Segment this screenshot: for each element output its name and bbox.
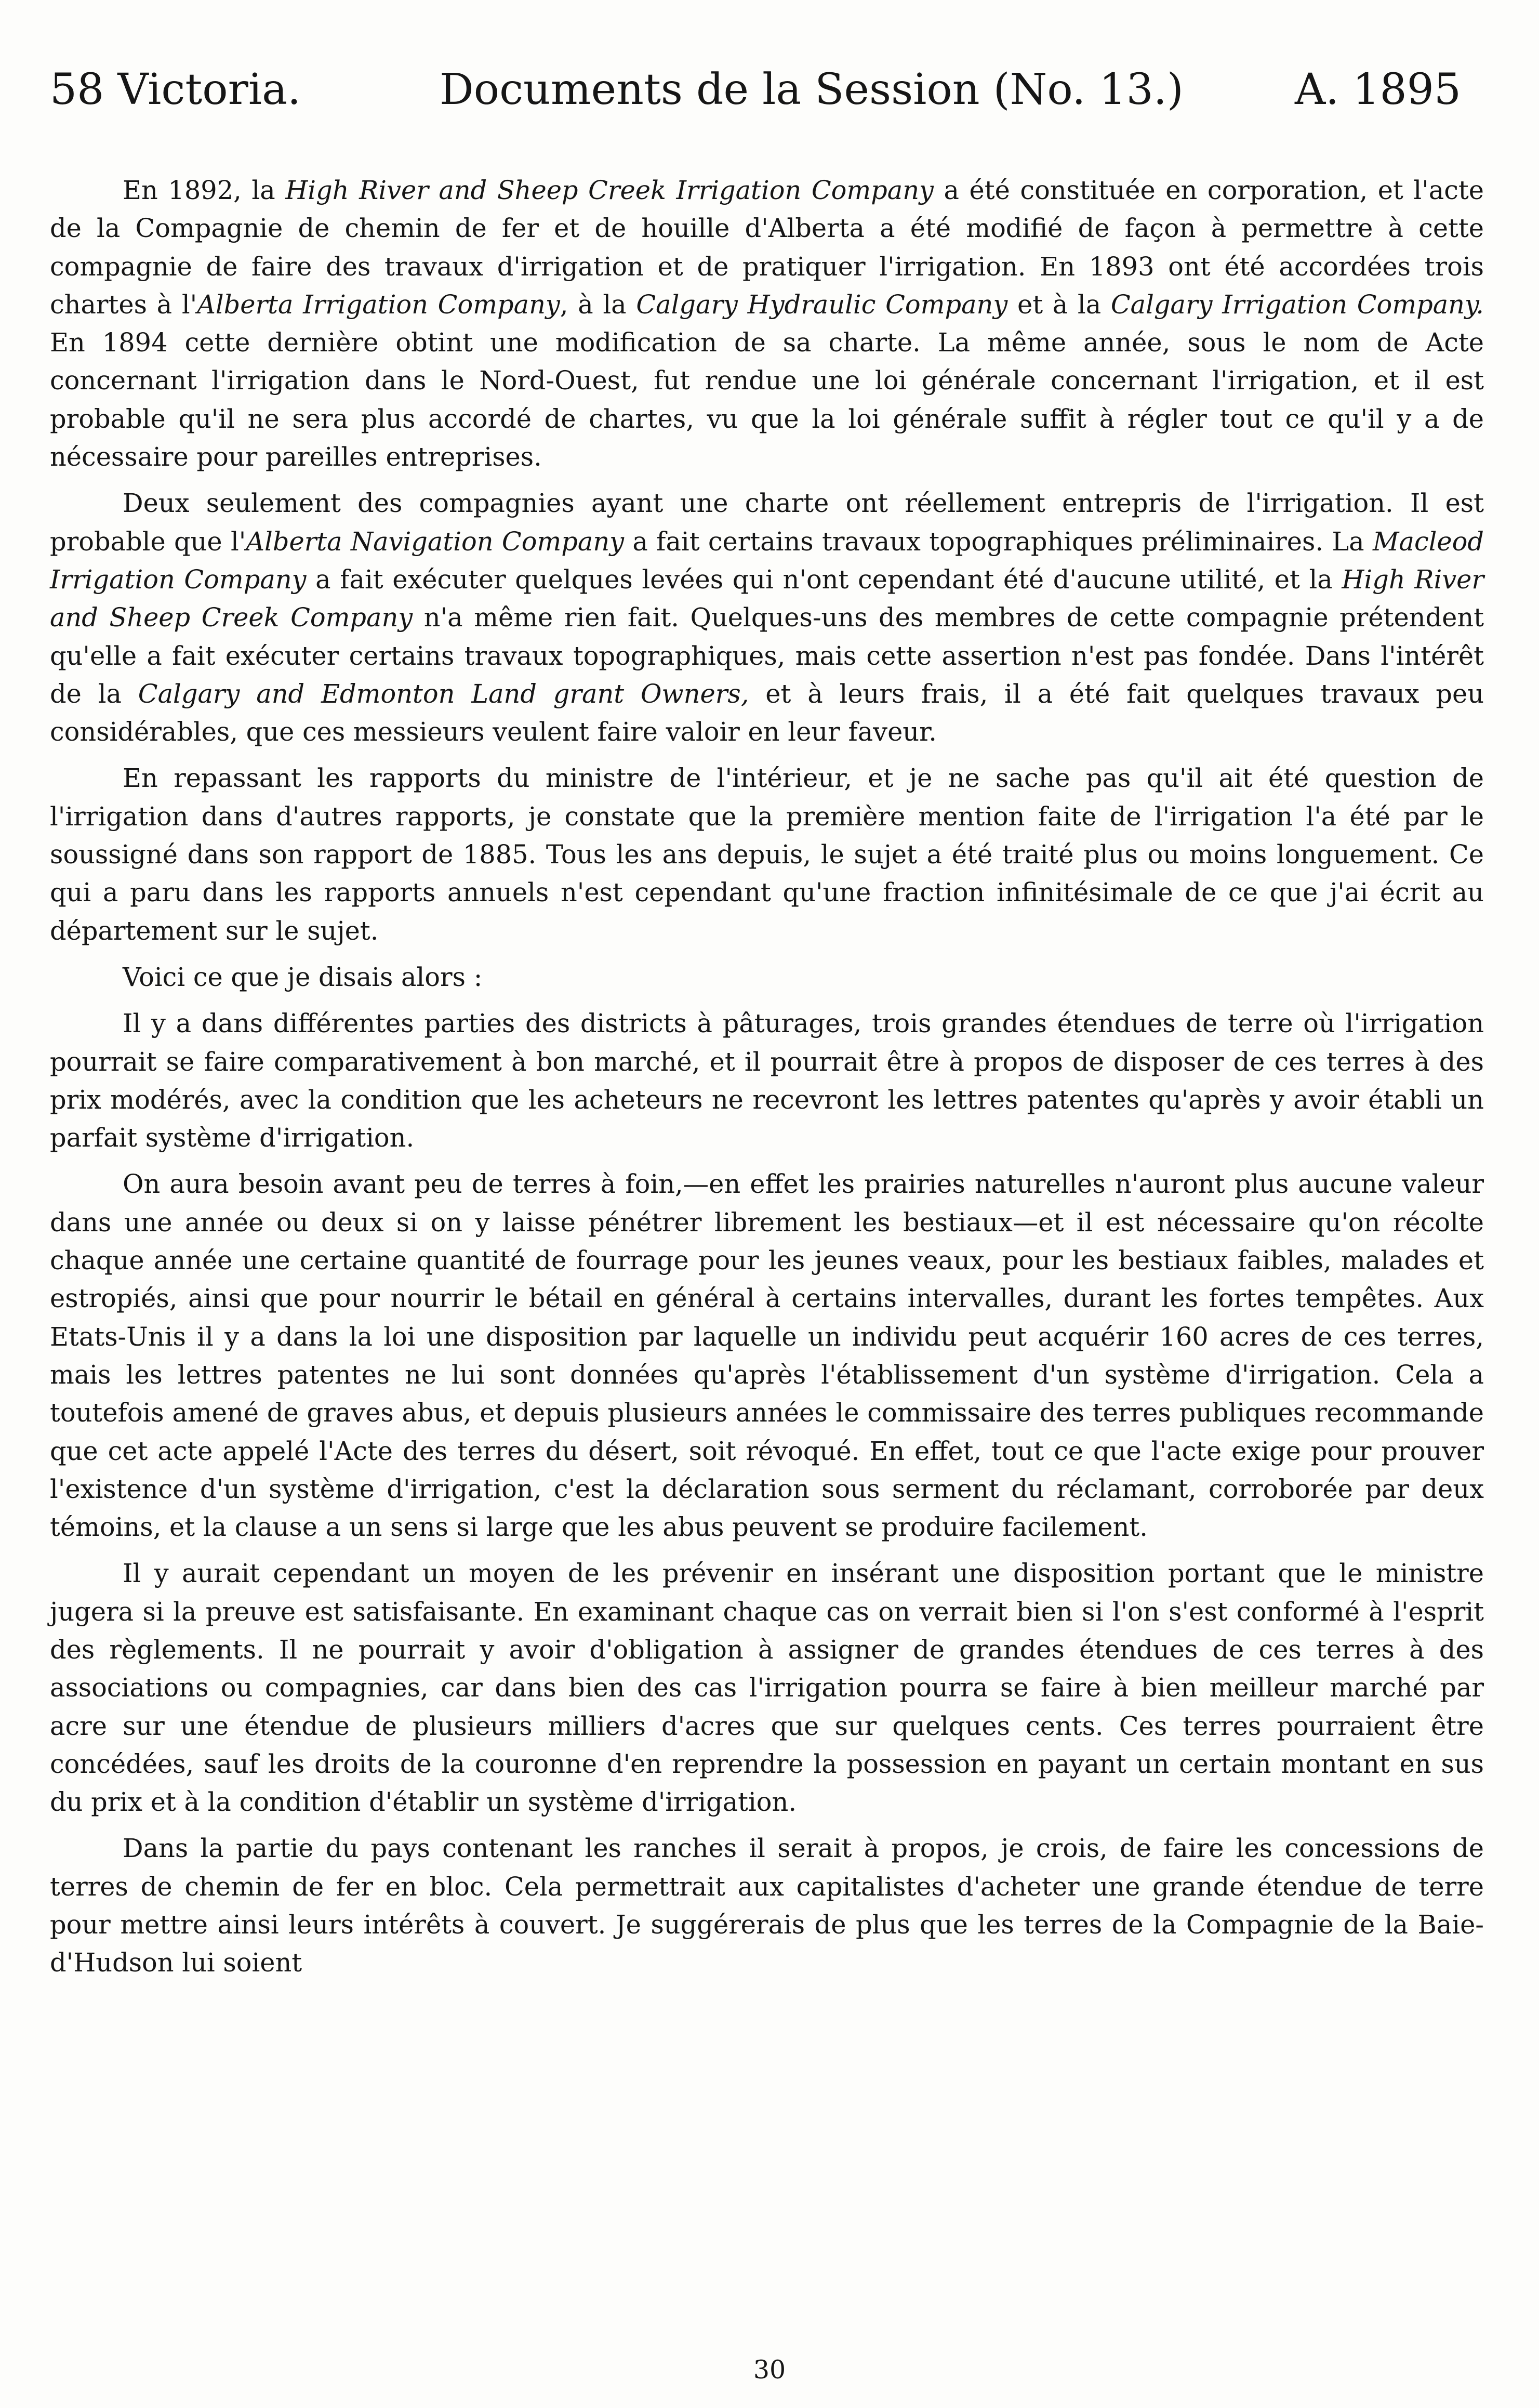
text-run: En 1894 cette dernière obtint une modification de sa charte. La même année, sous le nom de Acte concernant l'irrigation dans le Nord-Ouest, fut rendue une loi générale concernant l'irrigation, et il est probable qu'il ne sera plus accordé de chartes, vu que la loi générale suffit à régler tout ce qu'il y a de nécessaire pour pareilles entreprises.: [50, 327, 1484, 472]
paragraph-prevention: Il y aurait cependant un moyen de les prévenir en insérant une disposition portant que le ministre jugera si la preuve est satisfaisante. En examinant chaque cas on verrait bien si l'on s'est conformé à l'esprit des règlements. Il ne pourrait y avoir d'obligation à assigner de grandes étendues de ces terres à des associations ou compagnies, car dans bien des cas l'irrigation pourra se faire à bien meilleur marché par acre sur une étendue de plusieurs milliers d'acres que sur quelques cents. Ces terres pourraient être concédées, sauf les droits de la couronne d'en reprendre la possession en payant un certain montant en sus du prix et à la condition d'établir un système d'irrigation.: [50, 1558, 1484, 1818]
company-name: High River and Sheep Creek Irrigation Company: [285, 175, 934, 205]
text-run: a fait certains travaux topographiques préliminaires. La: [624, 526, 1373, 557]
text-run: Deux seulement des compagnies ayant une charte ont réellement entrepris de l'irrigation. Il est probable que l': [50, 488, 1484, 557]
company-name: Alberta Irrigation Company: [197, 289, 560, 320]
paragraph-ministry-reports: En repassant les rapports du ministre de l'intérieur, et je ne sache pas qu'il ait été question de l'irrigation dans d'autres rapports, je constate que la première mention faite de l'irrigation l'a été par le soussigné dans son rapport de 1885. Tous les ans depuis, le sujet a été traité plus ou moins longuement. Ce qui a paru dans les rapports annuels n'est cependant qu'une fraction infinitésimale de ce que j'ai écrit au département sur le sujet.: [50, 763, 1484, 946]
paragraph-ranches: Dans la partie du pays contenant les ranches il serait à propos, je crois, de faire les concessions de terres de chemin de fer en bloc. Cela permettrait aux capitalistes d'acheter une grande étendue de terre pour mettre ainsi leurs intérêts à couvert. Je suggérerais de plus que les terres de la Compagnie de la Baie-d'Hudson lui soient: [50, 1833, 1484, 1978]
paragraph-quote-intro: Voici ce que je disais alors :: [123, 962, 483, 992]
header-regnal-year: 58 Victoria.: [50, 65, 301, 114]
paragraph-grazing-lands: Il y a dans différentes parties des districts à pâturages, trois grandes étendues de terre où l'irrigation pourrait se faire comparativement à bon marché, et il pourrait être à propos de disposer de ces terres à des prix modérés, avec la condition que les acheteurs ne recevront les lettres patentes qu'après y avoir établi un parfait système d'irrigation.: [50, 1008, 1484, 1153]
text-run: , à la: [560, 289, 636, 320]
header-session-title: Documents de la Session (No. 13.): [440, 65, 1184, 114]
company-name: Calgary Irrigation Company.: [1110, 289, 1484, 320]
page-number: 30: [753, 2355, 786, 2385]
paragraph-1892-charters: [50, 172, 1484, 476]
text-run: et à la: [1007, 289, 1111, 320]
company-name: Calgary and Edmonton Land grant Owners,: [138, 678, 749, 709]
body-text: [50, 172, 1484, 1991]
company-name: Macleod Irrigation Company: [50, 526, 1484, 595]
text-run: a été constituée en corporation, et l'acte de la Compagnie de chemin de fer et de houille d'Alberta a été modifié de façon à permettre à cette compagnie de faire des travaux d'irrigation et de pratiquer l'irrigation. En 1893 ont été accordées trois chartes à l': [50, 175, 1484, 320]
company-name: Calgary Hydraulic Company: [636, 289, 1008, 320]
running-header: [50, 61, 1461, 119]
paragraph-hay-lands: On aura besoin avant peu de terres à foin,—en effet les prairies naturelles n'auront plus aucune valeur dans une année ou deux si on y laisse pénétrer librement les bestiaux—et il est nécessaire qu'on récolte chaque année une certaine quantité de fourrage pour les jeunes veaux, pour les bestiaux faibles, malades et estropiés, ainsi que pour nourrir le bétail en général à certains intervalles, durant les fortes tempêtes. Aux Etats-Unis il y a dans la loi une disposition par laquelle un individu peut acquérir 160 acres de ces terres, mais les lettres patentes ne lui sont données qu'après l'établissement d'un système d'irrigation. Cela a toutefois amené de graves abus, et depuis plusieurs années le commissaire des terres publiques recommande que cet acte appelé l'Acte des terres du désert, soit révoqué. En effet, tout ce que l'acte exige pour prouver l'existence d'un système d'irrigation, c'est la déclaration sous serment du réclamant, corroborée par deux témoins, et la clause a un sens si large que les abus peuvent se produire facilement.: [50, 1169, 1484, 1543]
company-name: High River and Sheep Creek Company: [50, 564, 1484, 633]
paragraph-companies-work: [50, 484, 1484, 751]
text-run: a fait exécuter quelques levées qui n'ont cependant été d'aucune utilité, et la: [306, 564, 1342, 595]
company-name: Alberta Navigation Company: [246, 526, 625, 557]
header-year: A. 1895: [1294, 65, 1461, 114]
text-run: n'a même rien fait. Quelques-uns des membres de cette compagnie prétendent qu'elle a fait exécuter certains travaux topographiques, mais cette assertion n'est pas fondée. Dans l'intérêt de la: [50, 602, 1484, 709]
text-run: En 1892, la: [123, 175, 286, 205]
text-run: et à leurs frais, il a été fait quelques travaux peu considérables, que ces messieurs veulent faire valoir en leur faveur.: [50, 678, 1484, 747]
